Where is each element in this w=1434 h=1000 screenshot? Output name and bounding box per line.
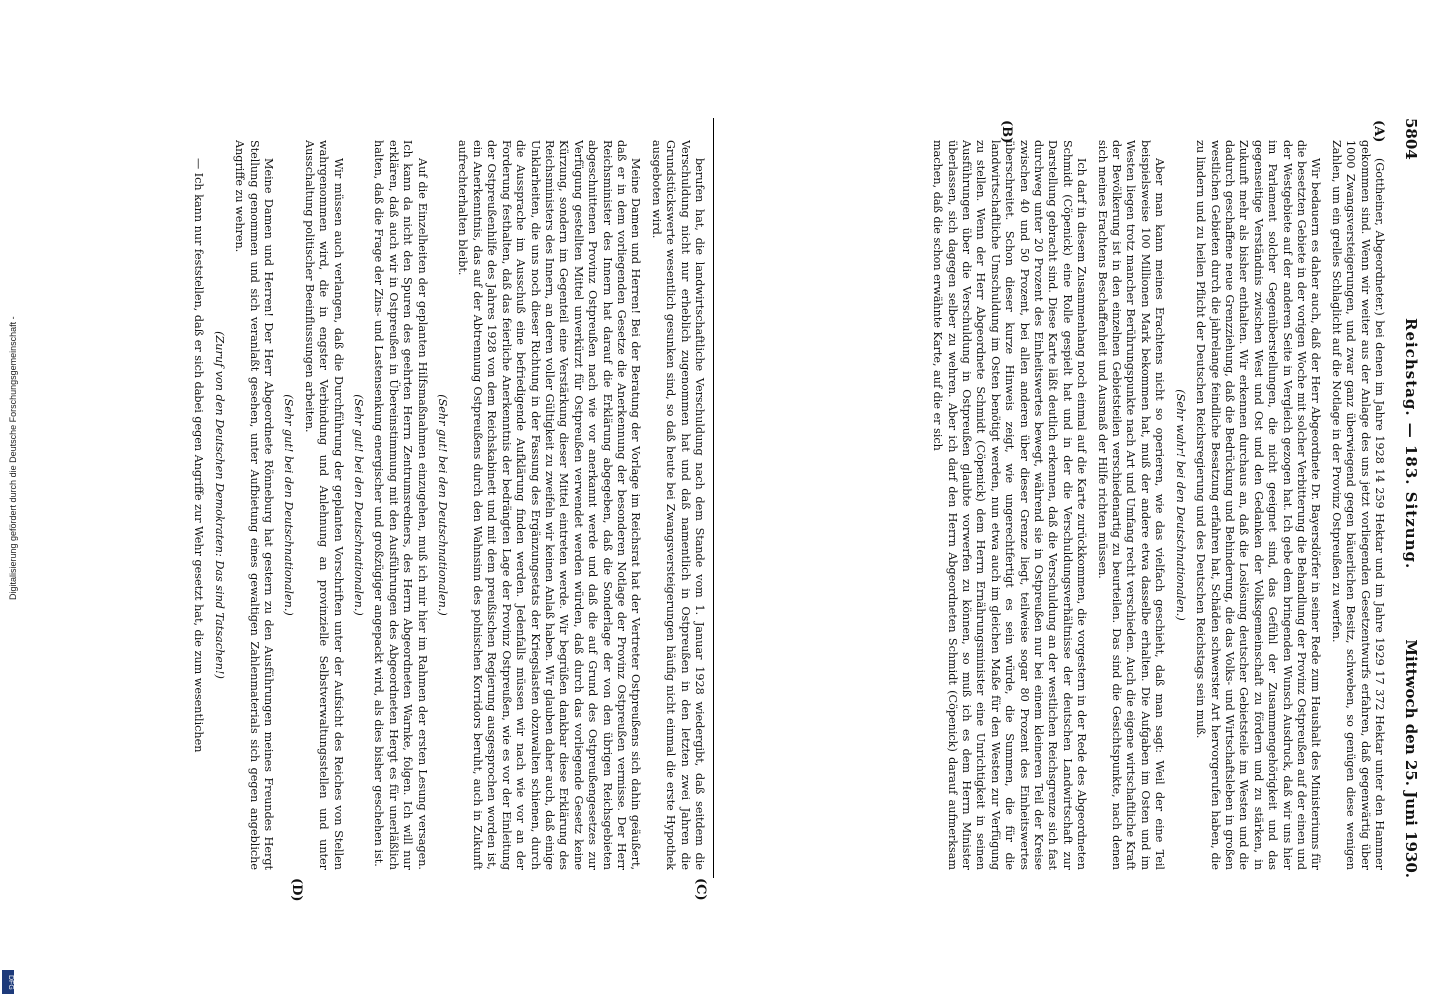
session-date: Mittwoch den 25. Juni 1930. — [1402, 639, 1420, 878]
interjection: (Sehr gut! bei den Deutschnationalen.) — [436, 394, 450, 616]
margin-mark-a: (A) — [1371, 120, 1386, 143]
paragraph: Wir bedauern es daher auch, daß der Herr Abgeordnete Dr. Bayersdörfer in seiner Rede zum Haushalt des Ministeriums für die besetzten Gebiete in der vorigen Woche mit solcher Verbitterung die Behandlung der Provinz Ostpreußen auf der einen und der Westgebiete auf der anderen Seite in Vergleich gezogen hat. Ich gebe dem bringenden Wunsch Ausdruck, daß wir uns hier im Parlament solcher Gegenüberstellungen, die nicht geeignet sind, das Gefühl der Zusammengehörigkeit und das gegenseitige Verständnis zwischen West und Ost und den Gedanken der Volksgemeinschaft zu fördern und zu stärken, in Zukunft mehr als bisher enthalten. Wir erkennen durchaus an, daß die Loslösung deutscher Gebietsteile im Westen und die dadurch geschaffene neue Grenzziehung, daß die Bedrückung und Behinderung, die das Volks- und Wirtschaftsleben in großen westlichen Gebieten durch die jahrelange feindliche Besatzung erfahren hat, Schäden schwerster Art hervorgerufen haben, die zu lindern und zu heilen Pflicht der Deutschen Reichsregierung und des Deutschen Reichstags sein muß. — [1194, 140, 1323, 870]
paragraph: Aber man kann meines Erachtens nicht so operieren, wie das vielfach geschieht, daß man sagt: Weil der eine Teil beispielsweise 100 Millionen Mark bekommen hat, muß der andere etwa dasselbe erhalten. Die Aufgaben im Osten und im Westen liegen trotz mancher Berührungspunkte nach Art und Umfang recht verschieden. Auch die eigene wirtschaftliche Kraft der Bevölkerung ist in den einzelnen Gebietsteilen verschiedenartig zu beurteilen. Das sind die Gesichtspunkte, nach denen sich meines Erachtens Beschaffenheit und Ausmaß der Hilfe richten müssen. — [1095, 140, 1167, 870]
interjection: (Sehr gut! bei den Deutschnationalen.) — [282, 394, 296, 616]
paragraph: Meine Damen und Herren! Der Herr Abgeordnete Rönneburg hat gestern zu den Ausführungen meines Freundes Hergt Stellung genommen und sich veranlaßt gesehen, unter Aufbietung eines gewaltigen Zahlenmaterials sich gegen angebliche Angriffe zu wehren. — [233, 140, 276, 870]
paragraph: Wir müssen auch verlangen, daß die Durchführung der geplanten Vorschriften unter der Aufsicht des Reiches von Stellen wahrgenommen wird, die in engster Verbindung und Anlehnung an provinzielle Selbstverwaltungsstellen und unter Ausschaltung politischer Beeinflussungen arbeiten. — [302, 140, 345, 870]
dfg-logo: DFG — [2, 970, 14, 994]
interjection: (Zuruf von den Deutschen Demokraten: Das sind Tatsachen!) — [212, 331, 226, 679]
page-number: 5804 — [1402, 118, 1420, 160]
credit-text: Digitalisierung gefördert durch die Deutsche Forschungsgemeinschaft - — [8, 316, 18, 600]
paragraph: Auf die Einzelheiten der geplanten Hilfsmaßnahmen einzugehen, muß ich mir hier im Rahmen der ersten Lesung versagen. Ich kann da nicht den Spuren des geehrten Herrn Zentrumsredners, des Herrn Abgeordneten Warnke, folgen. Ich will nur erklären, daß auch wir in Ostpreußen in Übereinstimmung mit den Ausführungen des Abgeordneten Hergt es für unerläßlich halten, daß die Frage der Zins- und Lastensenkung energischer und großzügiger angepackt wird, als dies bisher geschehen ist. — [372, 140, 429, 870]
paragraph: — Ich kann nur feststellen, daß er sich dabei gegen Angriffe zur Wehr gesetzt hat, die zum wesentlichen — [192, 158, 206, 753]
column-divider — [713, 118, 714, 878]
margin-mark-b: (B) — [999, 120, 1014, 144]
interjection: (Sehr gut! bei den Deutschnationalen.) — [352, 394, 366, 616]
page-header — [1396, 118, 1420, 878]
paragraph: (Gottheiner, Abgeordneter.) bei denen im Jahre 1928 14 259 Hektar und im Jahre 1929 17 372 Hektar unter den Hammer gekommen sind. Wenn wir weiter aus der Anlage des uns jetzt vorliegenden Gesetzentwurfs erfahren, daß gegenwärtig über 1000 Zwangsversteigerungen, und zwar ganz überwiegend gegen bäuerlichen Besitz, schweben, so genügen diese wenigen Zahlen, um ein grelles Schlaglicht auf die Notlage in der Provinz Ostpreußen zu werfen. — [1329, 140, 1386, 870]
interjection: (Sehr wahr! bei den Deutschnationalen.) — [1173, 389, 1187, 621]
margin-mark-c: (C) — [693, 878, 708, 901]
text-column-right — [6, 140, 706, 870]
paragraph: Meine Damen und Herren! Bei der Beratung der Vorlage im Reichsrat hat der Vertreter Ostpreußens sich dahin geäußert, daß er in dem vorliegenden Gesetze die Anerkennung der besonderen Notlage der Provinz Ostpreußen vermisse. Der Herr Reichsminister des Innern hat darauf die Erklärung abgegeben, daß die Sonderlage der von den übrigen Reichsgebieten abgeschnittenen Provinz Ostpreußen nach wie vor anerkannt werde und daß die auf Grund des Ostpreußengesetzes zur Verfügung gestellten Mittel unverkürzt für Ostpreußen verwendet werden würden, daß durch das vorliegende Gesetz keine Kürzung, sondern im Gegenteil eine Verstärkung dieser Mittel eintreten werde. Wir begrüßen dankbar diese Erklärung des Reichsministers des Innern, an deren voller Gültigkeit zu zweifeln wir keinen Anlaß haben. Wir glauben daher auch, daß einige Unklarheiten, die uns noch dieser Richtung in der Fassung des Ergänzungsetats der Kriegslasten obzuwalten schienen, durch die Aussprache im Ausschuß eine befriedigende Aufklärung finden werden. Jedenfalls müssen wir nach wie vor an der Forderung festhalten, daß das feierliche Anerkenntnis der bedrängten Lage der Provinz Ostpreußen, wie es vor der Einleitung der Ostpreußenhilfe des Jahres 1928 von dem Reichskabinett und mit dem preußischen Regierung ausgesprochen worden ist, ein Anerkenntnis, das auf der Abtrennung Ostpreußens durch den Wahnsinn des polnischen Korridors beruht, auch in Zukunft aufrechterhalten bleibt. — [456, 140, 643, 870]
paragraph: Ich darf in diesem Zusammenhang noch einmal auf die Karte zurückkommen, die vorgestern in der Rede des Abgeordneten Schmidt (Cöpenick) eine Rolle gespielt hat und in der die Verschuldungsverhältnisse der deutschen Landwirtschaft zur Darstellung gebracht sind. Diese Karte läßt deutlich erkennen, daß die Verschuldung an der westlichen Reichsgrenze sich fast durchweg unter 20 Prozent des Einheitswertes bewegt, während sie in Ostpreußen nur bei einem kleineren Teil der Kreise zwischen 40 und 50 Prozent, bei allen anderen über dieser Grenze liegt, teilweise sogar 80 Prozent des Einheitswertes überschreitet. Schon dieser kurze Hinweis zeigt, wie ungerechtfertigt es sein würde, die Summen, die für die landwirtschaftliche Umschuldung im Osten benötigt werden, nun etwa auch im gleichen Maße für den Westen zur Verfügung zu stellen. Wenn der Herr Abgeordnete Schmidt (Cöpenick) dem Herrn Ernährungsminister eine Unrichtigkeit in seinen Ausführungen über die Verschuldung in Ostpreußen glaubte vorwerfen zu können, so muß ich es dem Herrn Minister überlassen, sich dagegen selber zu wehren. Aber ich darf den Herrn Abgeordneten Schmidt (Cöpenick) darauf aufmerksam machen, daß die schon erwähnte Karte, auf die er sich — [931, 140, 1089, 870]
margin-mark-d: (D) — [289, 878, 304, 902]
session-title: Reichstag. — 183. Sitzung. — [1402, 318, 1420, 570]
text-column-left — [721, 140, 1386, 870]
paragraph: berufen hat, die landwirtschaftliche Verschuldung nach dem Stande vom 1. Januar 1928 wiedergibt, daß seitdem die Verschuldung nicht nur erheblich zugenommen hat und daß namentlich in Ostpreußen in den letzten zwei Jahren die Grundstückswerte wesentlich gesunken sind, so daß heute bei Zwangsversteigerungen häufig nicht einmal die erste Hypothek ausgeboten wird. — [649, 140, 706, 870]
